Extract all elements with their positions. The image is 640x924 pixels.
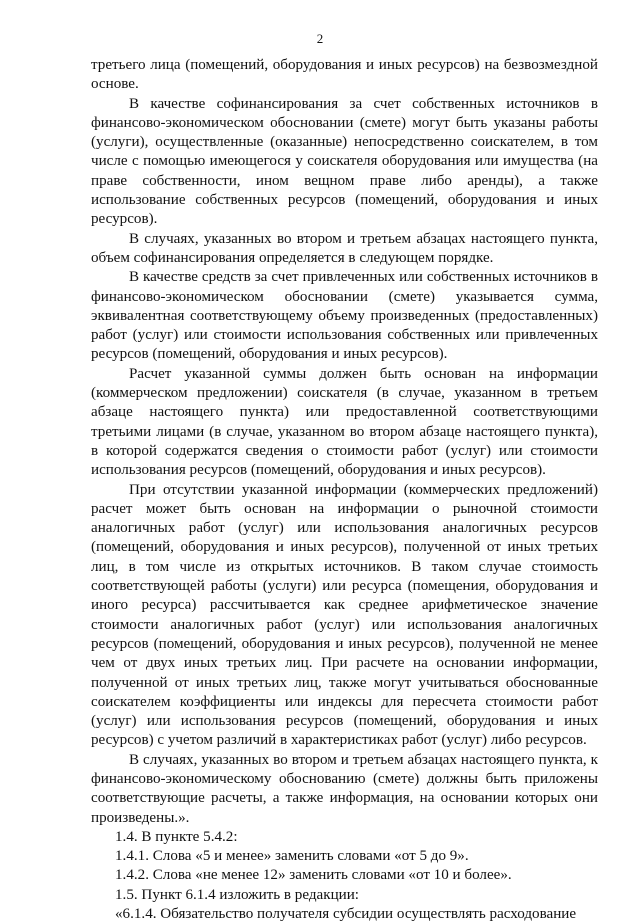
list-item-1-4-2: 1.4.2. Слова «не менее 12» заменить словами «от 10 и более». xyxy=(115,867,512,884)
document-body xyxy=(91,56,598,924)
paragraph-market-value: При отсутствии указанной информации (коммерческих предложений) расчет может быть основан на информации о рыночной стоимости аналогичных работ (услуг) или использования аналогичных ресурсов (помещений, оборудования и иных ресурсов), полученной от иных третьих лиц, в том числе из открытых источников. В таком случае стоимость соответствующей работы (услуги) или ресурса (помещения, оборудования и иного ресурса) рассчитывается как среднее арифметическое значение стоимости аналогичных работ (услуг) или использования аналогичных ресурсов (помещений, оборудования и иных ресурсов), полученной не менее чем от двух иных третьих лиц. При расчете на основании информации, полученной от иных третьих лиц, также могут учитываться обоснованные соискателем коэффициенты или индексы для пересчета стоимости работ (услуг) или использования ресурсов (помещений, оборудования и иных ресурсов) с учетом различий в характеристиках работ (услуг) либо ресурсов. xyxy=(91,481,598,749)
list-item-1-4-1: 1.4.1. Слова «5 и менее» заменить словами «от 5 до 9». xyxy=(115,848,469,865)
list-item-1-4: 1.4. В пункте 5.4.2: xyxy=(115,828,238,845)
page-number: 2 xyxy=(316,31,324,46)
paragraph-equivalent-sum: В качестве средств за счет привлеченных или собственных источников в финансово-экономическом обосновании (смете) указывается сумма, эквивалентная соответствующему объему произведенных (предоставленных) работ (услуг) или стоимости использования собственных или привлеченных ресурсов (помещений, оборудования и иных ресурсов). xyxy=(91,269,598,363)
paragraph-calculation-basis: Расчет указанной суммы должен быть основан на информации (коммерческом предложении) соискателя (в случае, указанном в третьем абзаце настоящего пункта) или предоставленной соответствующими третьими лицами (в случае, указанном во втором абзаце настоящего пункта), в которой содержатся сведения о стоимости работ (услуг) или стоимости использования ресурсов (помещений, оборудования и иных ресурсов). xyxy=(91,365,598,479)
paragraph-own-sources: В качестве софинансирования за счет собственных источников в финансово-экономическом обосновании (смете) могут быть указаны работы (услуги), осуществленные (оказанные) непосредственно соискателем, в том числе с помощью имеющегося у соискателя оборудования или имущества (на праве собственности, ином вещном праве либо аренды), а также использование собственных ресурсов (помещений, оборудования и иных ресурсов). xyxy=(91,95,598,228)
paragraph-attachments: В случаях, указанных во втором и третьем абзацах настоящего пункта, к финансово-экономическому обоснованию (смете) должны быть приложены соответствующие расчеты, а также информация, на основании которых они произведены.». xyxy=(91,751,598,826)
list-item-1-5: 1.5. Пункт 6.1.4 изложить в редакции: xyxy=(115,886,359,903)
paragraph-6-1-4-start: «6.1.4. Обязательство получателя субсидии осуществлять расходование xyxy=(115,906,577,923)
paragraph-cofinancing-order: В случаях, указанных во втором и третьем абзацах настоящего пункта, объем софинансирования определяется в следующем порядке. xyxy=(91,230,598,266)
paragraph-continuation: третьего лица (помещений, оборудования и иных ресурсов) на безвозмездной основе. xyxy=(91,57,598,93)
